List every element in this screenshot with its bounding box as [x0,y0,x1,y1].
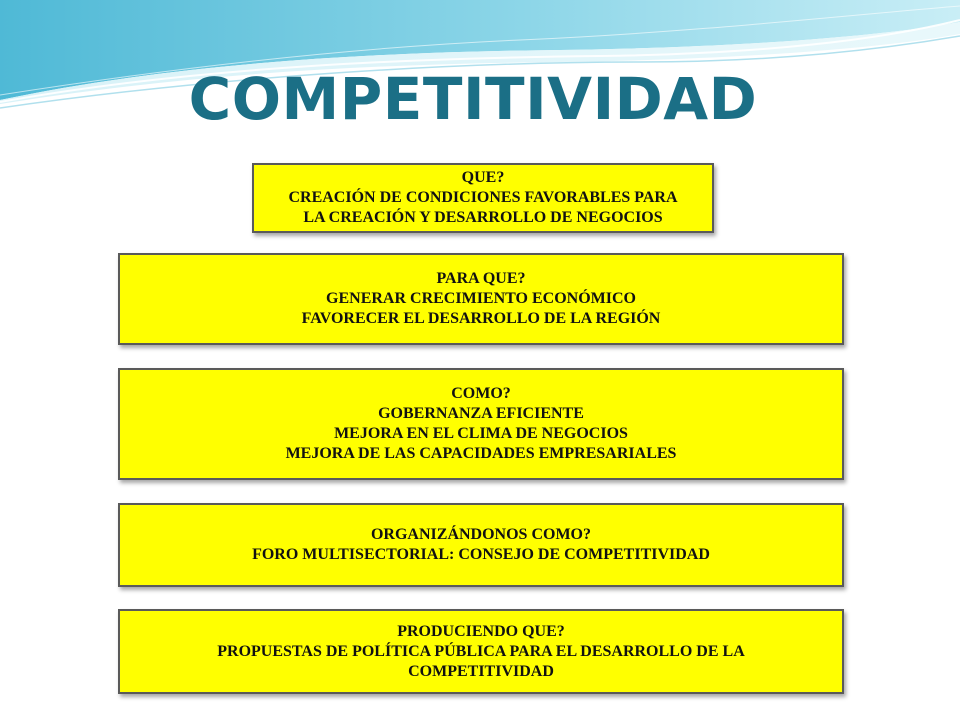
como-line: MEJORA EN EL CLIMA DE NEGOCIOS [334,425,628,442]
organizandonos-box [118,503,844,587]
produciendo-line: PROPUESTAS DE POLÍTICA PÚBLICA PARA EL DESARROLLO DE LA [217,642,745,660]
para-que-box [118,253,844,345]
organizandonos-line: FORO MULTISECTORIAL: CONSEJO DE COMPETITIVIDAD [252,546,710,563]
organizandonos-heading: ORGANIZÁNDONOS COMO? [370,526,591,543]
que-heading: QUE? [461,169,505,186]
como-line: MEJORA DE LAS CAPACIDADES EMPRESARIALES [285,445,677,462]
produciendo-box [118,609,844,694]
que-line: CREACIÓN DE CONDICIONES FAVORABLES PARA [288,189,678,206]
como-box [118,368,844,480]
produciendo-line: COMPETITIVIDAD [408,662,554,680]
como-line: GOBERNANZA EFICIENTE [378,405,584,422]
como-heading: COMO? [451,385,511,402]
slide-title: COMPETITIVIDAD [188,65,758,133]
para-que-line: FAVORECER EL DESARROLLO DE LA REGIÓN [301,310,661,327]
que-line: LA CREACIÓN Y DESARROLLO DE NEGOCIOS [303,209,663,226]
para-que-line: GENERAR CRECIMIENTO ECONÓMICO [326,290,636,307]
produciendo-heading: PRODUCIENDO QUE? [397,622,565,640]
para-que-heading: PARA QUE? [436,270,526,287]
que-box [252,163,714,233]
